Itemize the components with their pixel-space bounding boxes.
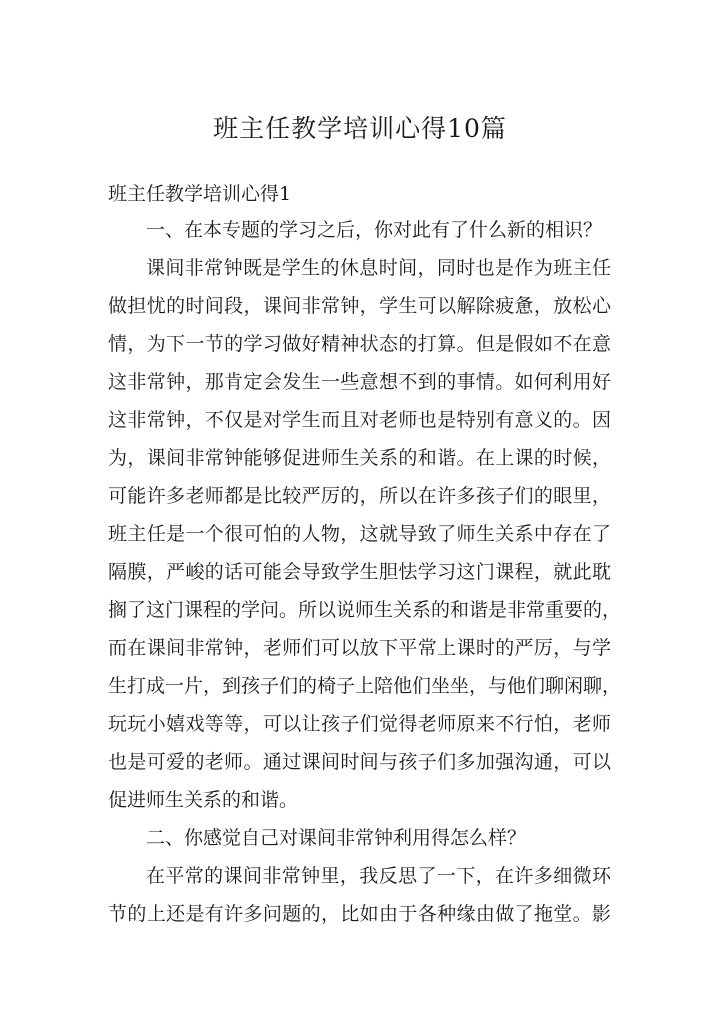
paragraph-line: 这非常钟，不仅是对学生而且对老师也是特别有意义的。因 (108, 409, 611, 431)
section-heading: 班主任教学培训心得1 (108, 183, 292, 205)
document-title: 班主任教学培训心得10篇 (213, 114, 507, 143)
paragraph-line: 节的上还是有许多问题的，比如由于各种缘由做了拖堂。影 (108, 903, 611, 925)
paragraph-line: 隔膜，严峻的话可能会导致学生胆怯学习这门课程，就此耽 (108, 561, 611, 583)
question-2: 二、你感觉自己对课间非常钟利用得怎么样？ (146, 827, 527, 849)
paragraph-line: 而在课间非常钟，老师们可以放下平常上课时的严厉，与学 (108, 637, 611, 659)
question-1: 一、在本专题的学习之后，你对此有了什么新的相识？ (146, 219, 603, 241)
paragraph-line: 生打成一片，到孩子们的椅子上陪他们坐坐，与他们聊闲聊， (108, 675, 622, 697)
paragraph-line: 为，课间非常钟能够促进师生关系的和谐。在上课的时候， (108, 447, 611, 469)
paragraph-line: 在平常的课间非常钟里，我反思了一下，在许多细微环 (146, 865, 611, 887)
paragraph-line: 课间非常钟既是学生的休息时间，同时也是作为班主任 (146, 257, 611, 279)
paragraph-line: 搁了这门课程的学问。所以说师生关系的和谐是非常重要的， (108, 599, 622, 621)
paragraph-line: 可能许多老师都是比较严厉的，所以在许多孩子们的眼里， (108, 485, 611, 507)
paragraph-line: 这非常钟，那肯定会发生一些意想不到的事情。如何利用好 (108, 371, 611, 393)
paragraph-line: 玩玩小嬉戏等等，可以让孩子们觉得老师原来不行怕，老师 (108, 713, 611, 735)
paragraph-line: 做担忧的时间段，课间非常钟，学生可以解除疲惫，放松心 (108, 295, 611, 317)
paragraph-line: 情，为下一节的学习做好精神状态的打算。但是假如不在意 (108, 333, 611, 355)
paragraph-line: 也是可爱的老师。通过课间时间与孩子们多加强沟通，可以 (108, 751, 611, 773)
paragraph-line: 班主任是一个很可怕的人物，这就导致了师生关系中存在了 (108, 523, 611, 545)
paragraph-line: 促进师生关系的和谐。 (108, 789, 299, 811)
